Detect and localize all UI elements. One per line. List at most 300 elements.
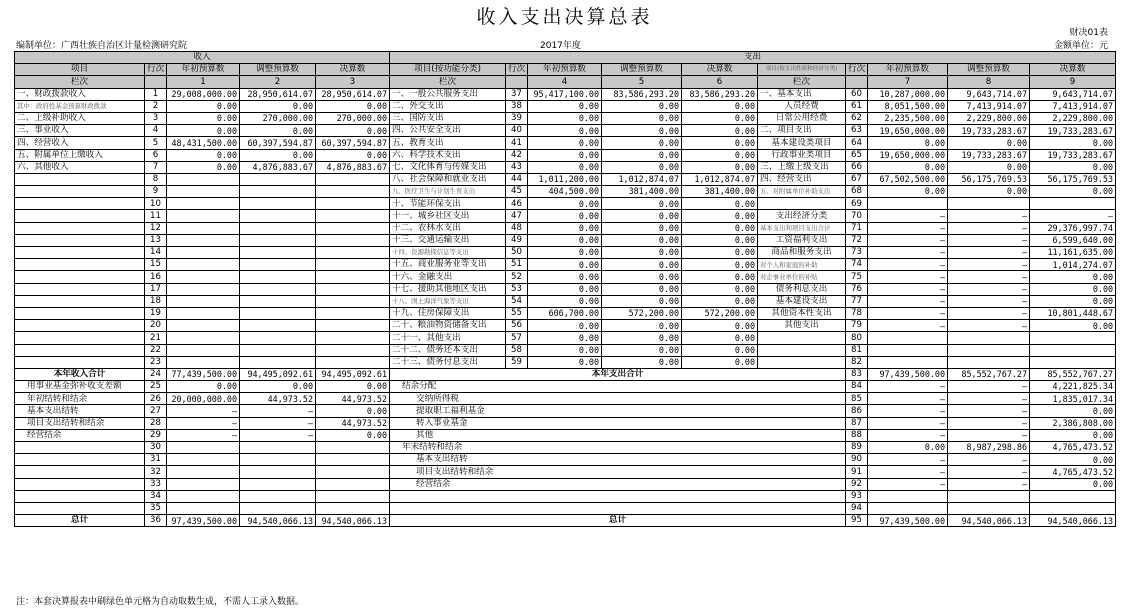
expense-function-initial-budget: 404,500.00 (528, 186, 602, 198)
surplus-allocation-adjusted: 8,987,298.86 (948, 442, 1030, 454)
income-balance-initial (167, 478, 240, 490)
expense-function-initial-budget: 0.00 (528, 161, 602, 173)
income-initial-budget (167, 259, 240, 271)
line-number: 64 (846, 137, 868, 149)
surplus-allocation-final: 1,835,017.34 (1030, 393, 1116, 405)
expense-function-initial-budget: 0.00 (528, 222, 602, 234)
income-balance-initial: 0.00 (167, 381, 240, 393)
expense-econ-item-label (758, 332, 846, 344)
expense-function-final-amount: 0.00 (682, 198, 758, 210)
line-number: 81 (846, 344, 868, 356)
income-final-amount (316, 210, 390, 222)
income-balance-adjusted: 44,973.52 (240, 393, 316, 405)
line-number: 36 (145, 515, 167, 527)
surplus-allocation-adjusted: — (948, 466, 1030, 478)
expense-function-item-label: 十五、商业服务业等支出 (390, 259, 506, 271)
surplus-allocation-initial (868, 502, 948, 514)
col-header-final: 决算数 (1030, 64, 1116, 76)
line-number: 44 (506, 173, 528, 185)
expense-econ-final-amount (1030, 356, 1116, 368)
line-number: 63 (846, 125, 868, 137)
surplus-allocation-adjusted: — (948, 381, 1030, 393)
line-number: 4 (145, 125, 167, 137)
line-number: 69 (846, 198, 868, 210)
col-index: 2 (240, 76, 316, 88)
surplus-allocation-label: 基本支出结转 (390, 454, 846, 466)
expense-function-adjusted-budget: 0.00 (602, 259, 682, 271)
surplus-allocation-initial: — (868, 405, 948, 417)
income-balance-final: 44,973.52 (316, 393, 390, 405)
line-number: 33 (145, 478, 167, 490)
income-item-label (15, 186, 145, 198)
line-number: 7 (145, 161, 167, 173)
line-number: 24 (145, 368, 167, 380)
income-item-label: 三、事业收入 (15, 125, 145, 137)
income-final-amount (316, 247, 390, 259)
line-number: 16 (145, 271, 167, 283)
expense-econ-item-label: 五、对附属单位补助支出 (758, 186, 846, 198)
line-number: 39 (506, 112, 528, 124)
table-row (15, 478, 1116, 490)
line-number: 89 (846, 442, 868, 454)
surplus-allocation-initial: — (868, 381, 948, 393)
expense-econ-adjusted-budget: 56,175,769.53 (948, 173, 1030, 185)
line-number: 84 (846, 381, 868, 393)
income-final-amount: 4,876,883.67 (316, 161, 390, 173)
expense-function-adjusted-budget: 0.00 (602, 100, 682, 112)
expense-econ-item-label (758, 198, 846, 210)
line-number: 80 (846, 332, 868, 344)
line-number: 40 (506, 125, 528, 137)
expense-function-final-amount: 83,586,293.20 (682, 88, 758, 100)
income-initial-budget: 0.00 (167, 112, 240, 124)
income-initial-budget (167, 320, 240, 332)
expense-function-final-amount: 0.00 (682, 320, 758, 332)
surplus-allocation-label: 经营结余 (390, 478, 846, 490)
expense-econ-item-label: 人员经费 (758, 100, 846, 112)
line-number: 42 (506, 149, 528, 161)
income-initial-budget: 29,008,000.00 (167, 88, 240, 100)
line-number: 67 (846, 173, 868, 185)
expense-function-adjusted-budget: 0.00 (602, 271, 682, 283)
table-row (15, 442, 1116, 454)
income-item-label: 五、附属单位上缴收入 (15, 149, 145, 161)
line-number: 15 (145, 259, 167, 271)
expense-econ-adjusted-budget: — (948, 259, 1030, 271)
income-total-final: 94,540,066.13 (316, 515, 390, 527)
organization-label: 编制单位：广西壮族自治区计量检测研究院 (16, 41, 188, 51)
expense-econ-initial-budget: — (868, 307, 948, 319)
expense-function-adjusted-budget: 0.00 (602, 247, 682, 259)
surplus-allocation-final: 0.00 (1030, 405, 1116, 417)
surplus-allocation-final: 4,765,473.52 (1030, 466, 1116, 478)
expense-function-initial-budget: 1,011,200.00 (528, 173, 602, 185)
expense-econ-initial-budget: — (868, 222, 948, 234)
table-row (15, 149, 1116, 161)
income-adjusted-budget (240, 344, 316, 356)
line-number: 54 (506, 295, 528, 307)
line-number: 47 (506, 210, 528, 222)
expense-function-final-amount: 0.00 (682, 234, 758, 246)
line-number: 26 (145, 393, 167, 405)
expense-econ-adjusted-budget: 0.00 (948, 137, 1030, 149)
col-index: 8 (948, 76, 1030, 88)
expense-econ-item-label: 工资福利支出 (758, 234, 846, 246)
expense-econ-adjusted-budget (948, 356, 1030, 368)
line-number: 41 (506, 137, 528, 149)
col-header-init: 年初预算数 (868, 64, 948, 76)
expense-econ-initial-budget: — (868, 234, 948, 246)
line-number: 60 (846, 88, 868, 100)
expense-function-adjusted-budget: 83,586,293.20 (602, 88, 682, 100)
expense-econ-item-label: 基本建设支出 (758, 295, 846, 307)
income-initial-budget (167, 186, 240, 198)
income-balance-adjusted (240, 442, 316, 454)
col-header-item: 项目 (15, 64, 145, 76)
line-number: 66 (846, 161, 868, 173)
income-initial-budget (167, 247, 240, 259)
table-row (15, 295, 1116, 307)
income-total-initial: 77,439,500.00 (167, 368, 240, 380)
table-row (15, 173, 1116, 185)
expense-econ-final-amount: 0.00 (1030, 320, 1116, 332)
line-number: 32 (145, 466, 167, 478)
surplus-allocation-initial (868, 490, 948, 502)
line-number: 55 (506, 307, 528, 319)
income-final-amount (316, 271, 390, 283)
income-initial-budget (167, 234, 240, 246)
expense-function-final-amount: 0.00 (682, 112, 758, 124)
income-adjusted-budget (240, 186, 316, 198)
income-balance-label: 用事业基金弥补收支差额 (15, 381, 145, 393)
expense-function-adjusted-budget: 0.00 (602, 234, 682, 246)
expense-econ-adjusted-budget: — (948, 320, 1030, 332)
expense-function-item-label: 十二、农林水支出 (390, 222, 506, 234)
income-section-header: 收入 (15, 52, 390, 64)
expense-econ-item-label: 对个人和家庭的补助 (758, 259, 846, 271)
col-index-empty (145, 76, 167, 88)
surplus-allocation-label: 年末结转和结余 (390, 442, 846, 454)
income-adjusted-budget (240, 283, 316, 295)
expense-function-final-amount: 0.00 (682, 259, 758, 271)
table-row (15, 307, 1116, 319)
expense-econ-final-amount: 1,014,274.07 (1030, 259, 1116, 271)
expense-econ-adjusted-budget: 2,229,800.00 (948, 112, 1030, 124)
income-balance-label (15, 466, 145, 478)
expense-econ-item-label: 三、上缴上级支出 (758, 161, 846, 173)
income-balance-final: 44,973.52 (316, 417, 390, 429)
table-row (15, 137, 1116, 149)
table-row (15, 271, 1116, 283)
expense-econ-final-amount: 19,733,283.67 (1030, 149, 1116, 161)
expense-function-adjusted-budget: 0.00 (602, 283, 682, 295)
col-header-func: 项目(按功能分类) (390, 64, 506, 76)
expense-function-item-label: 二十三、债务付息支出 (390, 356, 506, 368)
income-initial-budget: 0.00 (167, 161, 240, 173)
expense-econ-final-amount: 7,413,914.07 (1030, 100, 1116, 112)
expense-econ-adjusted-budget: — (948, 222, 1030, 234)
expense-function-initial-budget: 0.00 (528, 137, 602, 149)
income-initial-budget: 0.00 (167, 149, 240, 161)
expense-function-adjusted-budget: 0.00 (602, 112, 682, 124)
expense-econ-final-amount: 0.00 (1030, 186, 1116, 198)
surplus-allocation-initial: — (868, 478, 948, 490)
line-number: 29 (145, 429, 167, 441)
income-item-label (15, 320, 145, 332)
expense-function-adjusted-budget: 0.00 (602, 320, 682, 332)
expense-econ-final-amount: 2,229,800.00 (1030, 112, 1116, 124)
expense-function-initial-budget: 0.00 (528, 332, 602, 344)
expense-function-item-label: 九、医疗卫生与计划生育支出 (390, 186, 506, 198)
surplus-allocation-final: 0.00 (1030, 454, 1116, 466)
col-index: 7 (868, 76, 948, 88)
income-final-amount: 270,000.00 (316, 112, 390, 124)
expense-function-initial-budget: 0.00 (528, 125, 602, 137)
line-number: 27 (145, 405, 167, 417)
surplus-allocation-adjusted (948, 502, 1030, 514)
income-item-label (15, 198, 145, 210)
expense-function-item-label: 八、社会保障和就业支出 (390, 173, 506, 185)
income-initial-budget (167, 210, 240, 222)
line-number: 38 (506, 100, 528, 112)
expense-function-initial-budget: 0.00 (528, 283, 602, 295)
line-number: 68 (846, 186, 868, 198)
expense-function-adjusted-budget: 0.00 (602, 332, 682, 344)
surplus-allocation-adjusted: — (948, 454, 1030, 466)
line-number: 78 (846, 307, 868, 319)
expense-function-initial-budget: 0.00 (528, 210, 602, 222)
income-item-label (15, 356, 145, 368)
expense-section-header: 支出 (390, 52, 1116, 64)
income-balance-final (316, 502, 390, 514)
income-total-label: 本年收入合计 (15, 368, 145, 380)
expense-function-final-amount: 0.00 (682, 137, 758, 149)
table-row (15, 88, 1116, 100)
line-number: 50 (506, 247, 528, 259)
expense-econ-final-amount: 56,175,769.53 (1030, 173, 1116, 185)
expense-econ-adjusted-budget: — (948, 283, 1030, 295)
expense-econ-initial-budget (868, 332, 948, 344)
table-row (15, 186, 1116, 198)
expense-econ-initial-budget: 2,235,500.00 (868, 112, 948, 124)
income-initial-budget (167, 332, 240, 344)
col-header-final: 决算数 (682, 64, 758, 76)
income-final-amount (316, 186, 390, 198)
column-header-row (15, 64, 1116, 76)
col-index: 3 (316, 76, 390, 88)
surplus-allocation-label: 结余分配 (390, 381, 846, 393)
income-initial-budget (167, 307, 240, 319)
expense-function-initial-budget: 0.00 (528, 320, 602, 332)
income-balance-adjusted (240, 466, 316, 478)
income-balance-label (15, 490, 145, 502)
table-row (15, 283, 1116, 295)
surplus-allocation-initial: — (868, 417, 948, 429)
income-balance-adjusted: — (240, 429, 316, 441)
income-final-amount (316, 295, 390, 307)
expense-econ-adjusted-budget: — (948, 210, 1030, 222)
income-adjusted-budget (240, 271, 316, 283)
expense-econ-item-label: 对企事业单位的补贴 (758, 271, 846, 283)
col-header-line: 行次 (506, 64, 528, 76)
income-balance-initial: — (167, 429, 240, 441)
income-adjusted-budget (240, 307, 316, 319)
income-final-amount (316, 222, 390, 234)
column-number-row (15, 76, 1116, 88)
income-final-amount: 0.00 (316, 149, 390, 161)
line-number: 14 (145, 247, 167, 259)
income-initial-budget (167, 283, 240, 295)
income-item-label (15, 295, 145, 307)
income-balance-label: 基本支出结转 (15, 405, 145, 417)
table-row (15, 247, 1116, 259)
expense-function-initial-budget: 0.00 (528, 100, 602, 112)
income-initial-budget: 48,431,500.00 (167, 137, 240, 149)
table-row (15, 320, 1116, 332)
expense-function-initial-budget: 0.00 (528, 271, 602, 283)
table-row (15, 490, 1116, 502)
income-balance-initial (167, 454, 240, 466)
expense-total-adjusted: 94,540,066.13 (948, 515, 1030, 527)
line-number: 17 (145, 283, 167, 295)
expense-function-final-amount: 0.00 (682, 283, 758, 295)
expense-function-final-amount: 381,400.00 (682, 186, 758, 198)
income-adjusted-budget (240, 234, 316, 246)
expense-econ-initial-budget: 19,650,000.00 (868, 125, 948, 137)
expense-function-item-label: 四、公共安全支出 (390, 125, 506, 137)
table-row (15, 125, 1116, 137)
expense-econ-final-amount: 6,599,640.00 (1030, 234, 1116, 246)
surplus-allocation-label: 项目支出结转和结余 (390, 466, 846, 478)
line-number: 61 (846, 100, 868, 112)
income-final-amount: 0.00 (316, 100, 390, 112)
expense-econ-initial-budget: — (868, 247, 948, 259)
expense-econ-initial-budget (868, 198, 948, 210)
income-balance-adjusted: — (240, 405, 316, 417)
expense-total-initial: 97,439,500.00 (868, 515, 948, 527)
income-adjusted-budget (240, 320, 316, 332)
income-balance-label (15, 442, 145, 454)
expense-econ-initial-budget: — (868, 210, 948, 222)
expense-function-adjusted-budget: 0.00 (602, 161, 682, 173)
income-balance-initial: — (167, 405, 240, 417)
income-final-amount (316, 259, 390, 271)
col-header-line: 行次 (145, 64, 167, 76)
expense-econ-adjusted-budget: — (948, 295, 1030, 307)
income-balance-adjusted (240, 502, 316, 514)
footnote: 注：本套决算报表中刷绿色单元格为自动取数生成，不需人工录入数据。 (16, 597, 305, 607)
expense-function-final-amount: 0.00 (682, 210, 758, 222)
income-balance-label (15, 454, 145, 466)
income-adjusted-budget: 28,950,614.07 (240, 88, 316, 100)
expense-function-adjusted-budget: 0.00 (602, 356, 682, 368)
col-index-empty (846, 76, 868, 88)
col-header-init: 年初预算数 (167, 64, 240, 76)
expense-econ-adjusted-budget (948, 344, 1030, 356)
expense-function-initial-budget: 0.00 (528, 295, 602, 307)
table-row (15, 429, 1116, 441)
income-balance-final: 0.00 (316, 429, 390, 441)
table-row (15, 356, 1116, 368)
line-number: 57 (506, 332, 528, 344)
col-index: 5 (602, 76, 682, 88)
expense-function-final-amount: 0.00 (682, 149, 758, 161)
income-balance-label: 经营结余 (15, 429, 145, 441)
income-initial-budget (167, 222, 240, 234)
expense-function-initial-budget: 95,417,100.00 (528, 88, 602, 100)
line-number: 34 (145, 490, 167, 502)
expense-econ-item-label: 基本支出和项目支出合计 (758, 222, 846, 234)
table-row (15, 259, 1116, 271)
expense-function-adjusted-budget: 0.00 (602, 149, 682, 161)
expense-econ-adjusted-budget: — (948, 307, 1030, 319)
line-number: 45 (506, 186, 528, 198)
expense-econ-item-label: 商品和服务支出 (758, 247, 846, 259)
expense-econ-adjusted-budget (948, 332, 1030, 344)
income-final-amount (316, 234, 390, 246)
expense-econ-item-label: 日常公用经费 (758, 112, 846, 124)
expense-econ-final-amount: 0.00 (1030, 283, 1116, 295)
expense-econ-item-label: 二、项目支出 (758, 125, 846, 137)
income-balance-adjusted (240, 454, 316, 466)
expense-function-item-label: 十六、金融支出 (390, 271, 506, 283)
expense-function-item-label: 二十一、其他支出 (390, 332, 506, 344)
col-index: 4 (528, 76, 602, 88)
surplus-allocation-adjusted: — (948, 417, 1030, 429)
line-number: 5 (145, 137, 167, 149)
surplus-allocation-final (1030, 490, 1116, 502)
expense-econ-final-amount: 19,733,283.67 (1030, 125, 1116, 137)
expense-function-item-label: 五、教育支出 (390, 137, 506, 149)
surplus-allocation-final: 0.00 (1030, 429, 1116, 441)
expense-econ-final-amount (1030, 332, 1116, 344)
income-initial-budget: 0.00 (167, 125, 240, 137)
income-balance-final (316, 478, 390, 490)
expense-econ-adjusted-budget: — (948, 234, 1030, 246)
surplus-allocation-final: 0.00 (1030, 478, 1116, 490)
expense-econ-final-amount: 0.00 (1030, 295, 1116, 307)
income-item-label: 其中：政府性基金预算财政拨款 (15, 100, 145, 112)
expense-econ-adjusted-budget: 9,643,714.07 (948, 88, 1030, 100)
line-number: 82 (846, 356, 868, 368)
table-row (15, 454, 1116, 466)
income-total-initial: 97,439,500.00 (167, 515, 240, 527)
page-title: 收入支出决算总表 (476, 6, 653, 28)
expense-econ-initial-budget: 0.00 (868, 186, 948, 198)
expense-function-initial-budget: 0.00 (528, 356, 602, 368)
income-balance-label: 年初结转和结余 (15, 393, 145, 405)
income-balance-label (15, 502, 145, 514)
expense-econ-item-label: 行政事业类项目 (758, 149, 846, 161)
income-item-label: 二、上级补助收入 (15, 112, 145, 124)
income-balance-initial (167, 502, 240, 514)
line-number: 93 (846, 490, 868, 502)
surplus-allocation-initial: — (868, 429, 948, 441)
line-number: 51 (506, 259, 528, 271)
expense-econ-initial-budget: 0.00 (868, 161, 948, 173)
expense-function-item-label: 十九、住房保障支出 (390, 307, 506, 319)
line-number: 35 (145, 502, 167, 514)
line-number: 12 (145, 222, 167, 234)
line-number: 6 (145, 149, 167, 161)
income-balance-adjusted: 0.00 (240, 381, 316, 393)
line-number: 65 (846, 149, 868, 161)
expense-function-item-label: 十七、援助其他地区支出 (390, 283, 506, 295)
line-number: 19 (145, 307, 167, 319)
expense-function-item-label: 十八、国土海洋气象等支出 (390, 295, 506, 307)
line-number: 74 (846, 259, 868, 271)
expense-function-item-label: 十三、交通运输支出 (390, 234, 506, 246)
